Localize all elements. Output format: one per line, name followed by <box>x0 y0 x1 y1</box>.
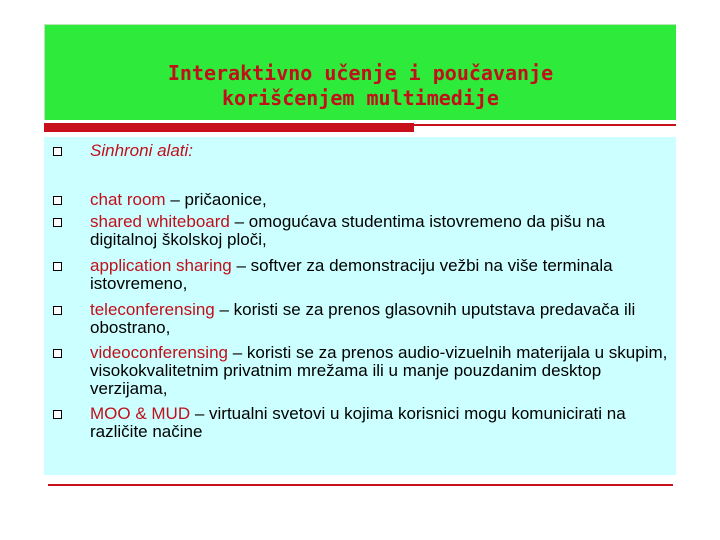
item-description: – koristi se za prenos glasovnih uputstava predavača ili obostrano, <box>90 300 636 337</box>
list-item-chat-room <box>90 191 670 209</box>
slide-title <box>45 61 676 111</box>
bullet-square-icon <box>53 218 62 227</box>
bottom-divider <box>48 484 673 486</box>
title-line-2: korišćenjem multimedije <box>222 86 499 110</box>
item-term: teleconferensing <box>90 300 215 319</box>
item-description: – koristi se za prenos audio-vizuelnih materijala u skupim, visokokvalitetnim privatnim mrežama ili u manje pouzdanim desktop verzijama, <box>90 343 668 398</box>
list-item-moo-mud <box>90 405 670 441</box>
item-term: MOO & MUD <box>90 404 191 423</box>
title-line-1: Interaktivno učenje i poučavanje <box>167 61 554 85</box>
bullet-square-icon <box>53 262 62 271</box>
list-item-shared-whiteboard <box>90 213 670 249</box>
list-item-application-sharing <box>90 257 670 293</box>
item-term: application sharing <box>90 256 232 275</box>
bullet-square-icon <box>53 147 62 156</box>
item-term: videoconferensing <box>90 343 228 362</box>
item-description: – omogućava studentima istovremeno da pišu na digitalnoj školskoj ploči, <box>90 212 606 249</box>
bullet-square-icon <box>53 306 62 315</box>
list-heading: Sinhroni alati: <box>90 141 194 160</box>
list-item-videoconferensing <box>90 344 670 398</box>
item-description: – softver za demonstraciju vežbi na više terminala istovremeno, <box>90 256 613 293</box>
bullet-square-icon <box>53 349 62 358</box>
item-description: – virtualni svetovi u kojima korisnici mogu komunicirati na različite načine <box>90 404 626 441</box>
red-accent-bar <box>44 123 414 132</box>
bullet-square-icon <box>53 410 62 419</box>
list-item-teleconferensing <box>90 301 670 337</box>
bullet-square-icon <box>53 196 62 205</box>
item-description: – pričaonice, <box>165 190 267 209</box>
item-term: shared whiteboard <box>90 212 230 231</box>
title-box <box>44 24 676 120</box>
title-underline <box>414 124 676 126</box>
item-term: chat room <box>90 190 166 209</box>
